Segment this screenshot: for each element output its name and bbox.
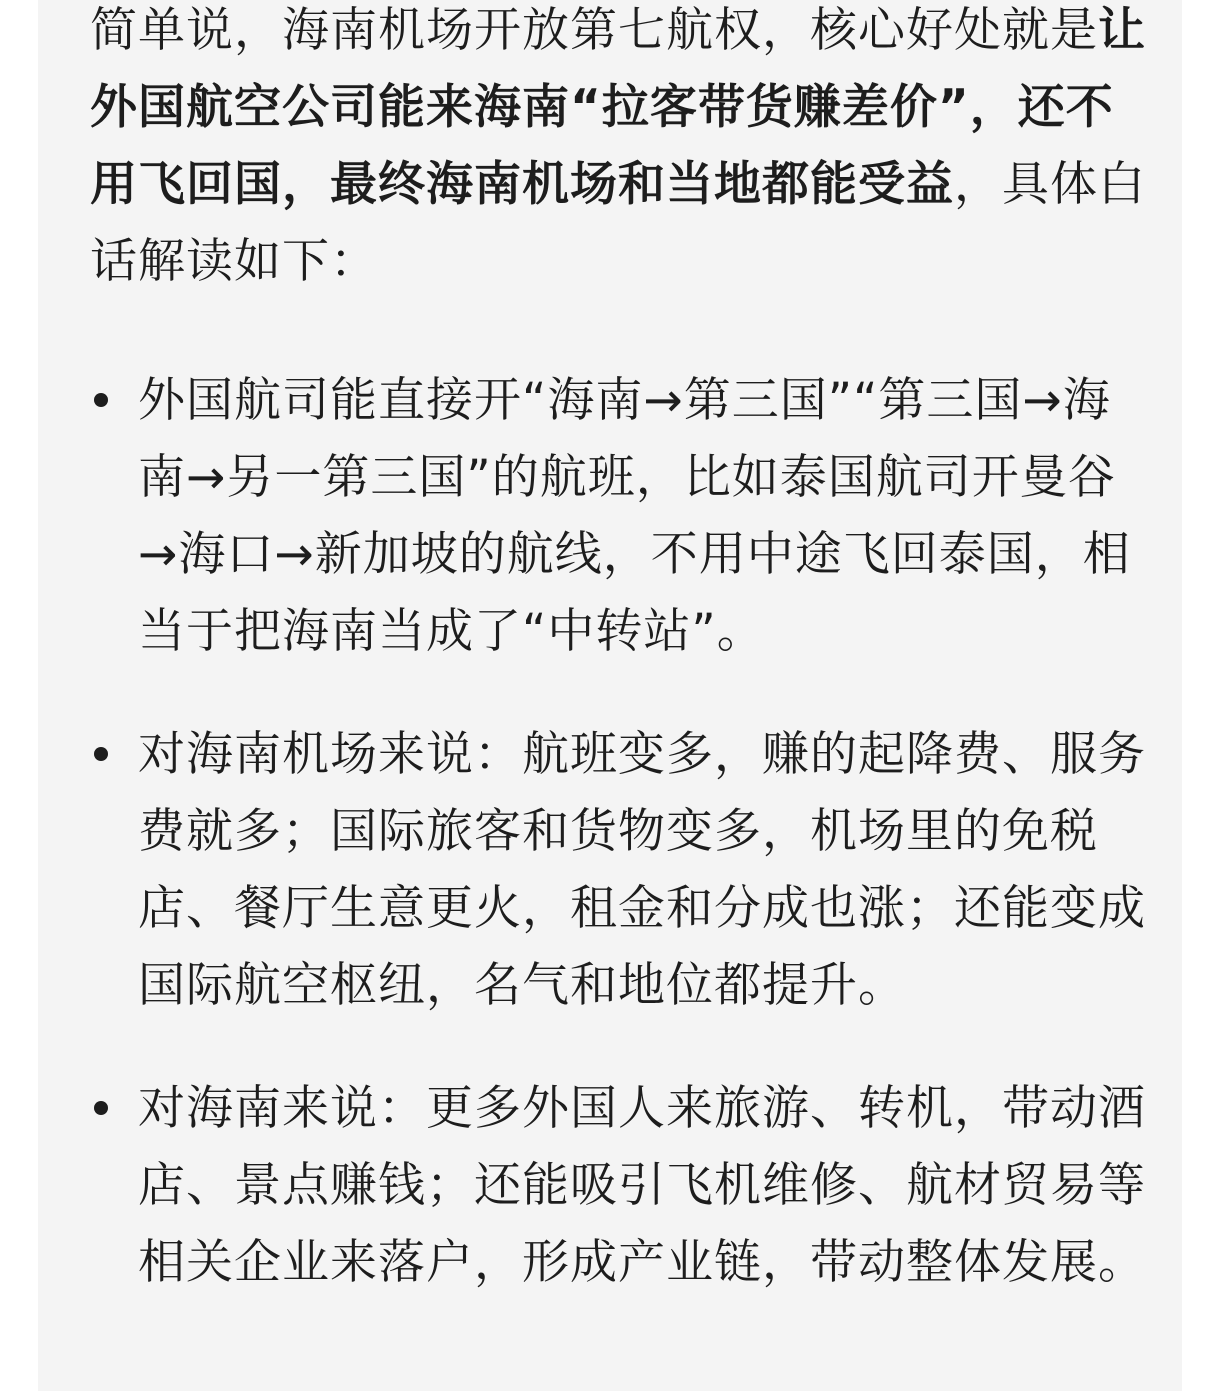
list-item [90, 716, 1150, 1024]
bullet-dot-icon [94, 393, 108, 407]
list-item-text: 外国航司能直接开“海南→第三国”“第三国→海南→另一第三国”的航班，比如泰国航司开曼谷→海口→新加坡的航线，不用中途飞回泰国，相当于把海南当成了“中转站”。 [138, 373, 1131, 659]
intro-paragraph [90, 0, 1150, 300]
article-body [90, 0, 1150, 1347]
list-item [90, 1070, 1150, 1301]
bullet-list [90, 362, 1150, 1301]
intro-text-tail: ，具体白话解读如下： [90, 157, 1146, 289]
intro-text-lead: 简单说，海南机场开放第七航权，核心好处就是 [90, 3, 1098, 58]
bullet-dot-icon [94, 747, 108, 761]
list-item-text: 对海南机场来说：航班变多，赚的起降费、服务费就多；国际旅客和货物变多，机场里的免税店、餐厅生意更火，租金和分成也涨；还能变成国际航空枢纽，名气和地位都提升。 [138, 727, 1146, 1013]
list-item-text: 对海南来说：更多外国人来旅游、转机，带动酒店、景点赚钱；还能吸引飞机维修、航材贸易等相关企业来落户，形成产业链，带动整体发展。 [138, 1081, 1146, 1290]
content-card [38, 0, 1182, 1391]
list-item [90, 362, 1150, 670]
intro-text-bold: 让外国航空公司能来海南“拉客带货赚差价”，还不用飞回国，最终海南机场和当地都能受益 [90, 3, 1146, 212]
bullet-dot-icon [94, 1101, 108, 1115]
